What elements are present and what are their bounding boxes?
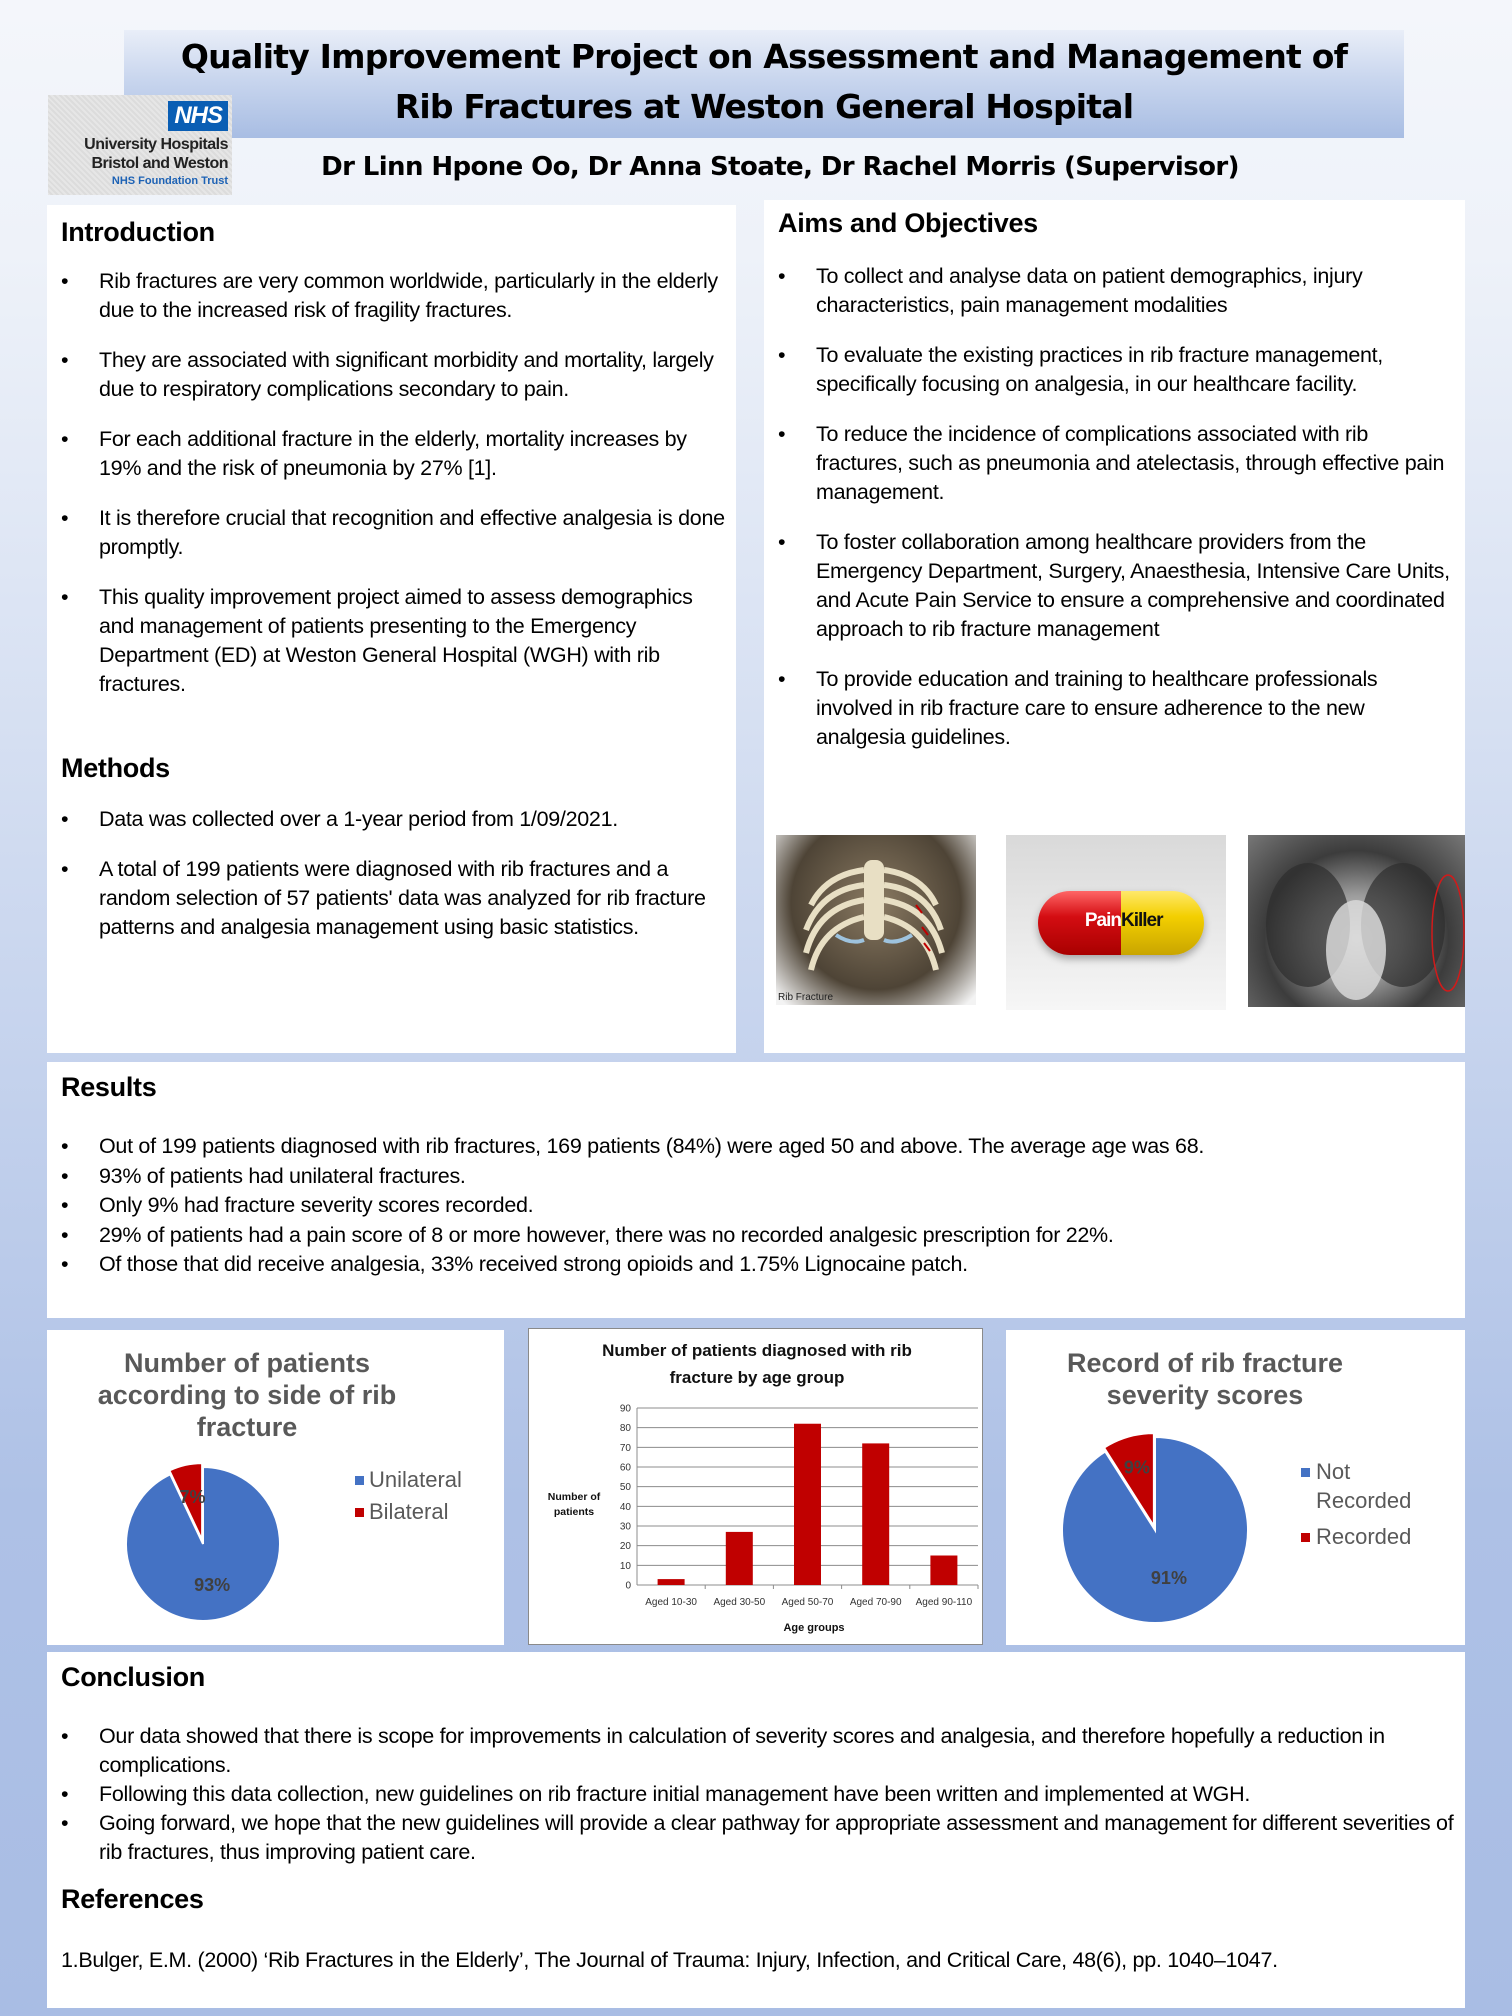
chest-xray-image: [1248, 835, 1465, 1007]
bar-aged-10-30: [658, 1579, 685, 1585]
y-tick-label: 50: [619, 1482, 631, 1494]
x-tick-label: Aged 50-70: [781, 1597, 834, 1608]
bar-aged-70-90: [862, 1443, 889, 1585]
title-line-1: Quality Improvement Project on Assessment and Management of: [180, 37, 1348, 76]
list-item: • To collect and analyse data on patient demographics, injury characteristics, pain management modalities: [778, 262, 1458, 320]
list-item: • This quality improvement project aimed to assess demographics and management of patients presenting to the Emergency Department (ED) at Weston General Hospital (WGH) with rib fractures.: [61, 583, 731, 699]
pie-slice-not-recorded: [1062, 1437, 1248, 1623]
side-of-fracture-chart: [47, 1330, 504, 1645]
slice-label: 7%: [179, 1487, 206, 1508]
y-axis-label-line: patients: [553, 1506, 595, 1518]
legend-label: Bilateral: [369, 1499, 449, 1524]
bar-aged-90-110: [930, 1556, 957, 1586]
slice-label: 93%: [194, 1574, 231, 1595]
introduction-list: [61, 267, 731, 720]
y-tick-label: 70: [619, 1442, 631, 1454]
poster-title: [124, 32, 1404, 132]
nhs-badge: NHS: [168, 101, 228, 131]
pie-chart-severity: [1006, 1330, 1465, 1645]
results-heading: Results: [61, 1072, 157, 1102]
x-tick-label: Aged 30-50: [713, 1597, 766, 1608]
list-item: • Of those that did receive analgesia, 33% received strong opioids and 1.75% Lignocaine patch.: [61, 1250, 1451, 1280]
legend-swatch-unilateral: [355, 1476, 364, 1485]
list-item: • A total of 199 patients were diagnosed with rib fractures and a random selection of 57 patients' data was analyzed for rib fracture patterns and analgesia management using basic statistics.: [61, 855, 731, 942]
chart-title-line: Number of patients: [123, 1348, 371, 1378]
chart-title-line: fracture: [196, 1412, 298, 1442]
results-list: [61, 1132, 1451, 1280]
rib-fracture-illustration: [776, 835, 976, 1005]
legend-swatch-recorded: [1301, 1533, 1310, 1542]
chart-title-line: fracture by age group: [669, 1368, 845, 1387]
introduction-heading: Introduction: [61, 217, 215, 247]
y-tick-label: 30: [619, 1521, 631, 1533]
logo-line-3: NHS Foundation Trust: [111, 175, 228, 187]
chart-title-line: Number of patients diagnosed with rib: [602, 1341, 912, 1360]
legend-label: Recorded: [1316, 1488, 1412, 1513]
list-item: • Out of 199 patients diagnosed with rib fractures, 169 patients (84%) were aged 50 and above. The average age was 68.: [61, 1132, 1451, 1162]
legend-label: Not: [1316, 1459, 1351, 1484]
y-tick-label: 10: [619, 1560, 631, 1572]
legend-swatch-not-recorded: [1301, 1468, 1310, 1477]
list-item: • To evaluate the existing practices in rib fracture management, specifically focusing on analgesia, in our healthcare facility.: [778, 341, 1458, 399]
list-item: • 93% of patients had unilateral fractures.: [61, 1162, 1451, 1192]
y-tick-label: 60: [619, 1462, 631, 1474]
bar-aged-50-70: [794, 1424, 821, 1585]
pill-text-left: Pain: [1084, 910, 1121, 931]
chart-title-line: severity scores: [1106, 1380, 1304, 1410]
legend-label: Unilateral: [369, 1467, 462, 1492]
x-axis-label: Age groups: [783, 1622, 845, 1634]
list-item: • For each additional fracture in the elderly, mortality increases by 19% and the risk of pneumonia by 27% [1].: [61, 425, 731, 483]
heart-shadow: [1326, 900, 1386, 1000]
y-tick-label: 40: [619, 1501, 631, 1513]
slice-label: 91%: [1150, 1568, 1187, 1589]
references-heading: References: [61, 1884, 204, 1914]
legend-label: Recorded: [1316, 1524, 1412, 1549]
list-item: • They are associated with significant morbidity and mortality, largely due to respiratory complications secondary to pain.: [61, 346, 731, 404]
list-item: • To reduce the incidence of complications associated with rib fractures, such as pneumonia and atelectasis, through effective pain management.: [778, 420, 1458, 507]
conclusion-heading: Conclusion: [61, 1662, 205, 1692]
list-item: • Going forward, we hope that the new guidelines will provide a clear pathway for appropriate assessment and management for different severities of rib fractures, thus improving patient care.: [61, 1809, 1461, 1867]
y-tick-label: 80: [619, 1423, 631, 1435]
y-tick-label: 0: [625, 1580, 631, 1592]
logo-line-1: University Hospitals: [84, 136, 228, 153]
aims-heading: Aims and Objectives: [778, 208, 1038, 238]
legend-swatch-bilateral: [355, 1508, 364, 1517]
y-axis-label-line: Number of: [547, 1491, 601, 1503]
chart-title-line: according to side of rib: [97, 1380, 397, 1410]
title-line-2: Rib Fractures at Weston General Hospital: [394, 87, 1134, 126]
pie-chart-side: [47, 1330, 504, 1645]
conclusion-panel: [47, 1652, 1465, 2008]
x-tick-label: Aged 90-110: [915, 1597, 973, 1608]
aims-list: [778, 262, 1458, 773]
y-tick-label: 20: [619, 1541, 631, 1553]
age-group-bar-chart: [528, 1328, 983, 1645]
bar-aged-30-50: [726, 1532, 753, 1585]
list-item: • Following this data collection, new guidelines on rib fracture initial management have been written and implemented at WGH.: [61, 1780, 1461, 1809]
results-panel: [47, 1062, 1465, 1318]
pill-text-right: Killer: [1121, 910, 1163, 931]
bar-chart-age: [529, 1329, 982, 1644]
aims-panel: [764, 200, 1465, 1053]
y-tick-label: 90: [619, 1403, 631, 1415]
slice-label: 9%: [1123, 1457, 1150, 1478]
ribcage-drawing: [776, 835, 976, 1005]
list-item: • 29% of patients had a pain score of 8 or more however, there was no recorded analgesic prescription for 22%.: [61, 1221, 1451, 1251]
x-tick-label: Aged 10-30: [645, 1597, 697, 1608]
list-item: • Rib fractures are very common worldwide, particularly in the elderly due to the increased risk of fragility fractures.: [61, 267, 731, 325]
list-item: • Data was collected over a 1-year period from 1/09/2021.: [61, 805, 731, 834]
chart-title-line: Record of rib fracture: [1066, 1348, 1344, 1378]
list-item: • It is therefore crucial that recognition and effective analgesia is done promptly.: [61, 504, 731, 562]
list-item: • Our data showed that there is scope for improvements in calculation of severity scores and analgesia, and therefore hopefully a reduction in complications.: [61, 1722, 1461, 1780]
sternum: [864, 860, 884, 940]
xray-drawing: [1248, 835, 1465, 1007]
list-item: • To provide education and training to healthcare professionals involved in rib fracture care to ensure adherence to the new analgesia guidelines.: [778, 665, 1458, 752]
x-tick-label: Aged 70-90: [849, 1597, 902, 1608]
list-item: • Only 9% had fracture severity scores recorded.: [61, 1191, 1451, 1221]
methods-heading: Methods: [61, 753, 170, 783]
conclusion-list: [61, 1722, 1461, 1867]
introduction-panel: [47, 205, 736, 1053]
authors: Dr Linn Hpone Oo, Dr Anna Stoate, Dr Rachel Morris (Supervisor): [321, 152, 1239, 182]
nhs-logo: [48, 95, 232, 195]
painkiller-image: [1006, 835, 1226, 1010]
reference-item: 1.Bulger, E.M. (2000) ‘Rib Fractures in the Elderly’, The Journal of Trauma: Injury, Infection, and Critical Care, 48(6), pp. 1040–1047.: [61, 1948, 1278, 1972]
pill-capsule: [1038, 891, 1204, 955]
methods-list: [61, 805, 731, 963]
list-item: • To foster collaboration among healthcare providers from the Emergency Department, Surgery, Anaesthesia, Intensive Care Units, and Acute Pain Service to ensure a comprehensive and coordinated approach to rib fracture management: [778, 528, 1458, 644]
rib-fracture-caption: Rib Fracture: [778, 992, 834, 1003]
severity-scores-chart: [1006, 1330, 1465, 1645]
logo-line-2: Bristol and Weston: [91, 155, 228, 172]
